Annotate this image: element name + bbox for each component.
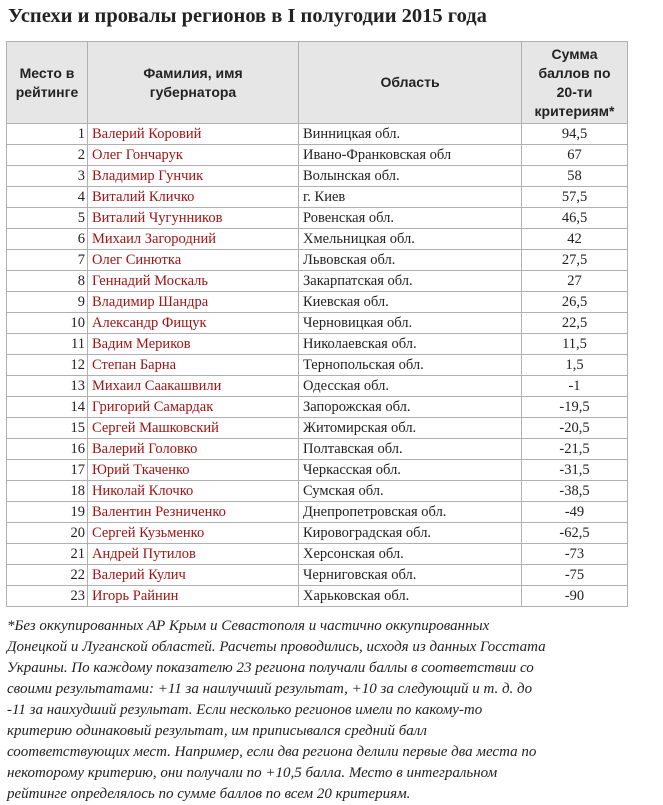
header-name-line: губернатора xyxy=(149,83,237,100)
score-cell: 58 xyxy=(522,166,628,187)
rating-table xyxy=(6,41,628,607)
rank-cell: 17 xyxy=(7,460,88,481)
table-row xyxy=(7,292,628,313)
table-row xyxy=(7,376,628,397)
table-row xyxy=(7,544,628,565)
header-name xyxy=(88,42,299,124)
region-cell: Волынская обл. xyxy=(299,166,522,187)
table-row xyxy=(7,271,628,292)
region-cell: Хмельницкая обл. xyxy=(299,229,522,250)
governor-name-link[interactable]: Игорь Райнин xyxy=(88,586,299,607)
governor-name-link[interactable]: Владимир Шандра xyxy=(88,292,299,313)
footnote-line: -11 за наихудший результат. Если несколько регионов имели по какому-то xyxy=(7,702,483,718)
region-cell: Николаевская обл. xyxy=(299,334,522,355)
score-cell: -90 xyxy=(522,586,628,607)
footnote-line: Украины. По каждому показателю 23 региона получали баллы в соответствии со xyxy=(7,660,534,676)
score-cell: -31,5 xyxy=(522,460,628,481)
table-row xyxy=(7,229,628,250)
governor-name-link[interactable]: Валерий Коровий xyxy=(88,124,299,145)
score-cell: -21,5 xyxy=(522,439,628,460)
score-cell: -1 xyxy=(522,376,628,397)
score-cell: 46,5 xyxy=(522,208,628,229)
score-cell: -20,5 xyxy=(522,418,628,439)
header-rank-line: рейтинге xyxy=(15,83,79,100)
table-row xyxy=(7,397,628,418)
governor-name-link[interactable]: Олег Гончарук xyxy=(88,145,299,166)
table-row xyxy=(7,523,628,544)
rank-cell: 16 xyxy=(7,439,88,460)
header-score-line: 20-ти xyxy=(556,83,593,100)
governor-name-link[interactable]: Владимир Гунчик xyxy=(88,166,299,187)
table-row xyxy=(7,334,628,355)
rank-cell: 22 xyxy=(7,565,88,586)
region-cell: Киевская обл. xyxy=(299,292,522,313)
governor-name-link[interactable]: Вадим Мериков xyxy=(88,334,299,355)
region-cell: Днепропетровская обл. xyxy=(299,502,522,523)
region-cell: Полтавская обл. xyxy=(299,439,522,460)
rank-cell: 4 xyxy=(7,187,88,208)
region-cell: Черниговская обл. xyxy=(299,565,522,586)
governor-name-link[interactable]: Андрей Путилов xyxy=(88,544,299,565)
table-row xyxy=(7,208,628,229)
rank-cell: 1 xyxy=(7,124,88,145)
rank-cell: 18 xyxy=(7,481,88,502)
footnote-line: критерию одинаковый результат, им приписывался средний балл xyxy=(7,723,427,739)
footnote-line: соответствующих мест. Например, если два региона делили первые два места по xyxy=(7,744,537,760)
header-rank-line: Место в xyxy=(19,64,75,81)
table-row xyxy=(7,565,628,586)
table-row xyxy=(7,481,628,502)
table-row xyxy=(7,502,628,523)
region-cell: Одесская обл. xyxy=(299,376,522,397)
score-cell: 94,5 xyxy=(522,124,628,145)
score-cell: -73 xyxy=(522,544,628,565)
table-row xyxy=(7,124,628,145)
region-cell: Тернопольская обл. xyxy=(299,355,522,376)
score-cell: 57,5 xyxy=(522,187,628,208)
region-cell: Черкасская обл. xyxy=(299,460,522,481)
footnote-line: своими результатами: +11 за наилучший результат, +10 за следующий и т. д. до xyxy=(7,681,533,697)
governor-name-link[interactable]: Степан Барна xyxy=(88,355,299,376)
score-cell: 67 xyxy=(522,145,628,166)
rank-cell: 12 xyxy=(7,355,88,376)
header-score xyxy=(522,42,628,124)
footnote-line: некоторому критерию, они получали по +10,5 балла. Место в интегральном xyxy=(7,765,498,781)
header-rank xyxy=(7,42,88,124)
region-cell: Черновицкая обл. xyxy=(299,313,522,334)
governor-name-link[interactable]: Виталий Кличко xyxy=(88,187,299,208)
footnote-line: *Без оккупированных АР Крым и Севастополя и частично оккупированных xyxy=(7,618,490,634)
table-row xyxy=(7,250,628,271)
rank-cell: 5 xyxy=(7,208,88,229)
governor-name-link[interactable]: Виталий Чугунников xyxy=(88,208,299,229)
table-row xyxy=(7,145,628,166)
region-cell: Ивано-Франковская обл xyxy=(299,145,522,166)
table-row xyxy=(7,586,628,607)
region-cell: г. Киев xyxy=(299,187,522,208)
table-row xyxy=(7,439,628,460)
rank-cell: 14 xyxy=(7,397,88,418)
region-cell: Житомирская обл. xyxy=(299,418,522,439)
table-row xyxy=(7,355,628,376)
score-cell: -49 xyxy=(522,502,628,523)
table-header-row xyxy=(7,42,628,124)
table-row xyxy=(7,418,628,439)
region-cell: Херсонская обл. xyxy=(299,544,522,565)
rank-cell: 21 xyxy=(7,544,88,565)
footnote-line: Донецкой и Луганской областей. Расчеты проводились, исходя из данных Госстата xyxy=(7,639,546,655)
score-cell: -38,5 xyxy=(522,481,628,502)
header-score-line: баллов по xyxy=(538,64,611,81)
rank-cell: 19 xyxy=(7,502,88,523)
table-row xyxy=(7,460,628,481)
table-row xyxy=(7,166,628,187)
header-region-label: Область xyxy=(380,74,440,90)
region-cell: Сумская обл. xyxy=(299,481,522,502)
header-name-line: Фамилия, имя xyxy=(143,64,243,81)
score-cell: 1,5 xyxy=(522,355,628,376)
page-title: Успехи и провалы регионов в I полугодии 2015 года xyxy=(8,5,487,27)
rank-cell: 23 xyxy=(7,586,88,607)
region-cell: Ровенская обл. xyxy=(299,208,522,229)
governor-name-link[interactable]: Сергей Машковский xyxy=(88,418,299,439)
score-cell: 11,5 xyxy=(522,334,628,355)
header-score-line: Сумма xyxy=(551,45,598,62)
rank-cell: 7 xyxy=(7,250,88,271)
table-row xyxy=(7,187,628,208)
rank-cell: 13 xyxy=(7,376,88,397)
footnote xyxy=(7,616,657,805)
header-score-line: критериям* xyxy=(534,102,615,119)
governor-name-link[interactable]: Михаил Загородний xyxy=(88,229,299,250)
rank-cell: 11 xyxy=(7,334,88,355)
score-cell: 27,5 xyxy=(522,250,628,271)
region-cell: Винницкая обл. xyxy=(299,124,522,145)
governor-name-link[interactable]: Геннадий Москаль xyxy=(88,271,299,292)
score-cell: -62,5 xyxy=(522,523,628,544)
region-cell: Кировоградская обл. xyxy=(299,523,522,544)
rank-cell: 10 xyxy=(7,313,88,334)
governor-name-link[interactable]: Валентин Резниченко xyxy=(88,502,299,523)
region-cell: Львовская обл. xyxy=(299,250,522,271)
region-cell: Запорожская обл. xyxy=(299,397,522,418)
rank-cell: 2 xyxy=(7,145,88,166)
governor-name-link[interactable]: Григорий Самардак xyxy=(88,397,299,418)
governor-name-link[interactable]: Валерий Кулич xyxy=(88,565,299,586)
governor-name-link[interactable]: Валерий Головко xyxy=(88,439,299,460)
score-cell: 42 xyxy=(522,229,628,250)
rank-cell: 20 xyxy=(7,523,88,544)
score-cell: 26,5 xyxy=(522,292,628,313)
rank-cell: 15 xyxy=(7,418,88,439)
rank-cell: 9 xyxy=(7,292,88,313)
region-cell: Закарпатская обл. xyxy=(299,271,522,292)
governor-name-link[interactable]: Олег Синютка xyxy=(88,250,299,271)
score-cell: -19,5 xyxy=(522,397,628,418)
rank-cell: 6 xyxy=(7,229,88,250)
governor-name-link[interactable]: Николай Клочко xyxy=(88,481,299,502)
governor-name-link[interactable]: Юрий Ткаченко xyxy=(88,460,299,481)
table-row xyxy=(7,313,628,334)
governor-name-link[interactable]: Сергей Кузьменко xyxy=(88,523,299,544)
governor-name-link[interactable]: Михаил Саакашвили xyxy=(88,376,299,397)
score-cell: 27 xyxy=(522,271,628,292)
header-region xyxy=(299,42,522,124)
governor-name-link[interactable]: Александр Фищук xyxy=(88,313,299,334)
rank-cell: 3 xyxy=(7,166,88,187)
score-cell: 22,5 xyxy=(522,313,628,334)
footnote-line: рейтинге определялось по сумме баллов по всем 20 критериям. xyxy=(7,786,411,802)
score-cell: -75 xyxy=(522,565,628,586)
region-cell: Харьковская обл. xyxy=(299,586,522,607)
rank-cell: 8 xyxy=(7,271,88,292)
